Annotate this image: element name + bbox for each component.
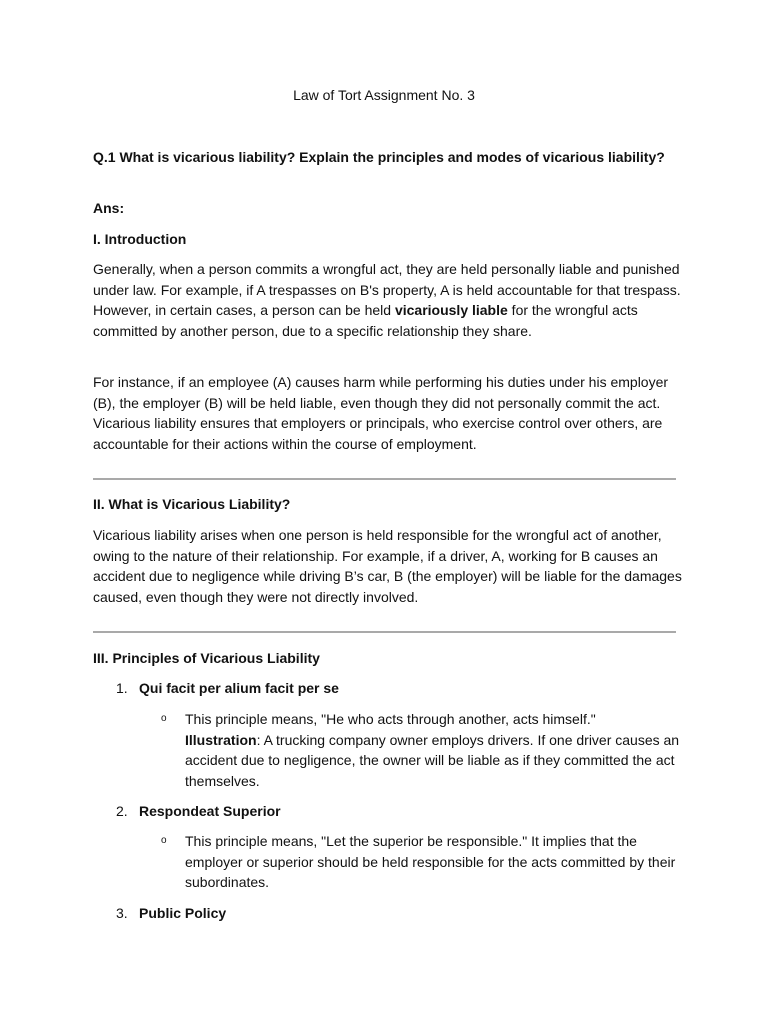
illustration-text: : A trucking company owner employs drivers. If one driver causes an accident due to negligence, the owner will be liable as if they committed the act themselves. (185, 731, 680, 789)
principle-description (185, 709, 685, 791)
principle-title: Qui facit per alium facit per se (139, 680, 339, 696)
intro-paragraph-2: For instance, if an employee (A) causes harm while performing his duties under his employer (B), the employer (B) will be held liable, even though they did not personally commit the act. Vicarious liability ensures that employers or principals, who exercise control over others, are accountable for their actions within the course of employment. (93, 374, 669, 452)
principle-title: Public Policy (139, 905, 227, 921)
principle-description: This principle means, "Let the superior be responsible." It implies that the employer or superior should be held responsible for the acts committed by their subordinates. (185, 833, 676, 890)
intro-paragraph-1 (93, 259, 683, 341)
principle-title: Respondeat Superior (139, 803, 281, 819)
intro-paragraph-1-emphasis: vicariously liable (394, 302, 508, 318)
section-heading-what-is: II. What is Vicarious Liability? (93, 496, 291, 512)
bullet-circle-icon: o (161, 713, 167, 724)
intro-paragraph-1-text: Generally, when a person commits a wrongful act, they are held personally liable and punished under law. For example, if A trespasses on B's property, A is held accountable for that trespass. However, in certain cases, a person can be held (93, 261, 681, 318)
principle-description-text: This principle means, "He who acts through another, acts himself." (185, 711, 596, 727)
intro-paragraph-1-tail: for the wrongful acts committed by another person, due to a specific relationship they share. (93, 302, 638, 339)
bullet-circle-icon: o (161, 835, 167, 846)
answer-label: Ans: (93, 200, 125, 216)
section-divider (93, 631, 676, 633)
illustration-label: Illustration (185, 731, 257, 748)
section-divider (93, 478, 676, 480)
list-number: 3. (116, 905, 128, 921)
section-heading-principles: III. Principles of Vicarious Liability (93, 650, 320, 666)
question-heading: Q.1 What is vicarious liability? Explain the principles and modes of vicarious liability? (93, 149, 665, 165)
document-title: Law of Tort Assignment No. 3 (293, 87, 475, 103)
what-is-paragraph: Vicarious liability arises when one person is held responsible for the wrongful act of another, owing to the nature of their relationship. For example, if a driver, A, working for B causes an accident due to negligence while driving B’s car, B (the employer) will be liable for the damages caused, even though they were not directly involved. (93, 527, 682, 605)
list-number: 2. (116, 803, 128, 819)
list-number: 1. (116, 680, 128, 696)
section-heading-introduction: I. Introduction (93, 231, 187, 247)
